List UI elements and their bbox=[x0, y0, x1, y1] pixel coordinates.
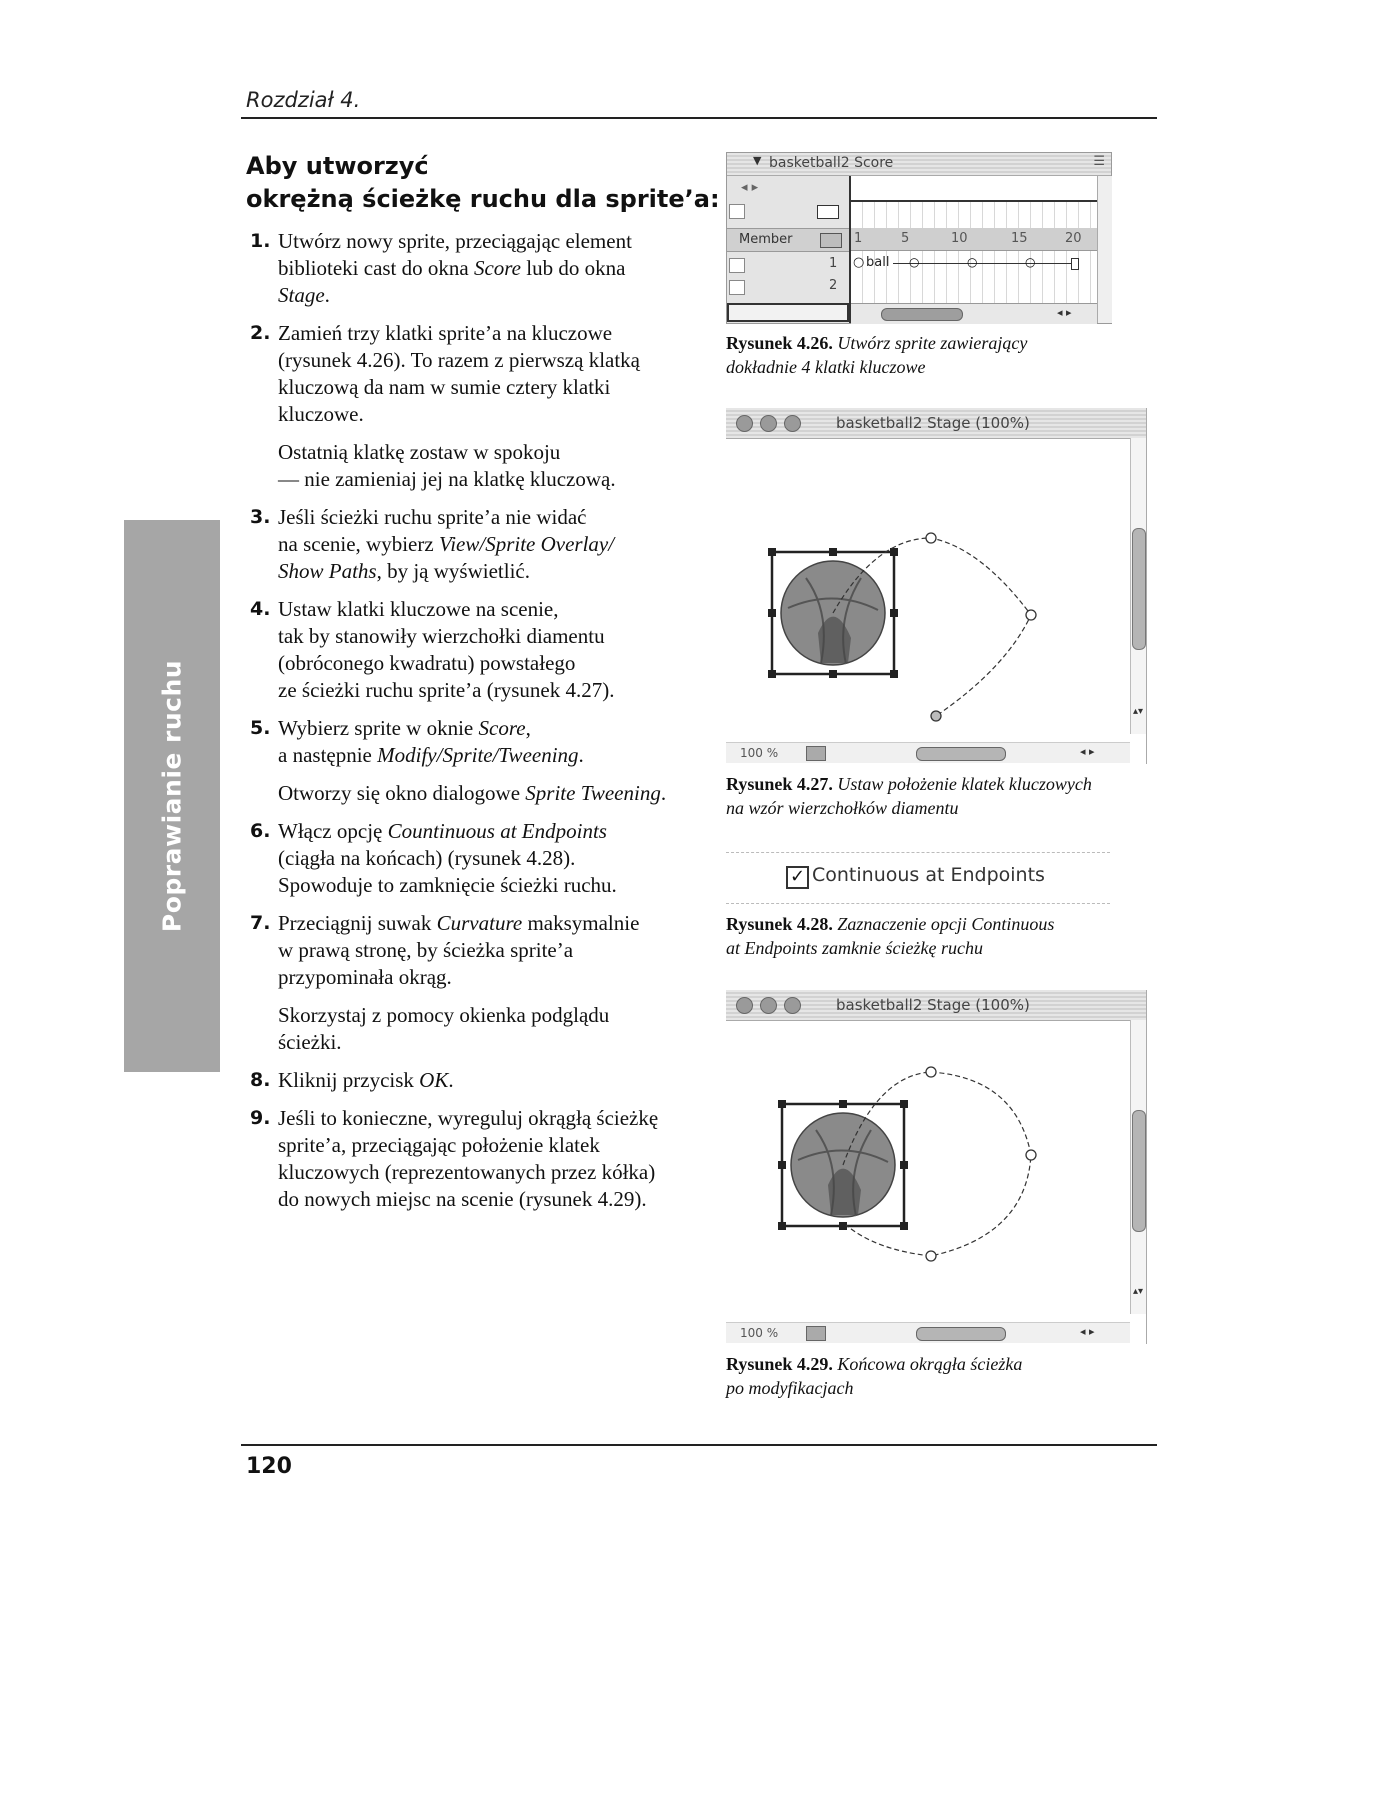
channel-toggle[interactable] bbox=[729, 258, 745, 273]
minimize-icon[interactable] bbox=[760, 415, 777, 432]
section-side-tab bbox=[124, 520, 220, 1072]
frame-tick: 15 bbox=[1011, 231, 1028, 246]
member-select-icon[interactable] bbox=[820, 233, 842, 248]
collapse-triangle-icon[interactable]: ▼ bbox=[753, 154, 762, 167]
stage-window-circle bbox=[726, 990, 1147, 1344]
minimize-icon[interactable] bbox=[760, 997, 777, 1014]
keyframe-point[interactable] bbox=[926, 1067, 936, 1077]
step-item: 3. Jeśli ścieżki ruchu sprite’a nie widać na scenie, wybierz View/Sprite Overlay/ Show Paths, by ją wyświetlić. bbox=[250, 505, 615, 583]
frame-tick: 20 bbox=[1065, 231, 1082, 246]
continuous-option-panel bbox=[726, 852, 1110, 904]
figure-caption-4-26: Rysunek 4.26. Utwórz sprite zawierający dokładnie 4 klatki kluczowe bbox=[726, 333, 1028, 377]
stage-vscroll[interactable] bbox=[1130, 1020, 1146, 1314]
close-icon[interactable] bbox=[736, 997, 753, 1014]
zoom-level: 100 % bbox=[740, 746, 779, 760]
step-number: 9. bbox=[250, 1107, 271, 1129]
sprite-span-ball[interactable]: ○ ball ○ ○ ○ bbox=[853, 255, 1097, 273]
running-head: Rozdział 4. bbox=[246, 88, 361, 112]
scroll-arrows-icon[interactable]: ◂ ▸ bbox=[1080, 745, 1095, 758]
step-item: 7. Przeciągnij suwak Curvature maksymalnie w prawą stronę, by ścieżka sprite’a przypominała okrąg. bbox=[250, 911, 640, 989]
score-window-title: basketball2 Score bbox=[769, 155, 894, 171]
member-row bbox=[727, 228, 849, 252]
step-number: 1. bbox=[250, 230, 271, 252]
header-rule bbox=[241, 117, 1157, 119]
score-vscroll[interactable] bbox=[1097, 176, 1112, 323]
step-number: 8. bbox=[250, 1069, 271, 1091]
channel-toggle[interactable] bbox=[729, 204, 745, 219]
stage-window-title: basketball2 Stage (100%) bbox=[836, 414, 1030, 432]
scroll-arrows-icon[interactable]: ▴▾ bbox=[1133, 706, 1144, 717]
figure-caption-4-27: Rysunek 4.27. Ustaw położenie klatek kluczowych na wzór wierzchołków diamentu bbox=[726, 774, 1092, 818]
keyframe-marker[interactable]: ○ bbox=[1025, 255, 1036, 269]
stage-vscroll[interactable] bbox=[1130, 438, 1146, 734]
continuous-checkbox[interactable]: ✓ bbox=[786, 866, 809, 889]
frame-ruler bbox=[851, 228, 1097, 251]
scroll-thumb[interactable] bbox=[1132, 1110, 1146, 1232]
heading-line-2: okrężną ścieżkę ruchu dla sprite’a: bbox=[246, 185, 720, 213]
step-item: 6. Włącz opcję Countinuous at Endpoints (ciągła na końcach) (rysunek 4.28). Spowoduje to zamknięcie ścieżki ruchu. bbox=[250, 819, 617, 897]
heading-line-1: Aby utworzyć bbox=[246, 152, 429, 180]
score-menu-icon[interactable] bbox=[817, 205, 839, 219]
keyframe-point[interactable] bbox=[1026, 610, 1036, 620]
keyframe-point[interactable] bbox=[926, 533, 936, 543]
channel-number: 2 bbox=[829, 278, 838, 293]
channel-toggle[interactable] bbox=[729, 280, 745, 295]
sprite-label: ball bbox=[866, 255, 890, 270]
step-item: 8. Kliknij przycisk OK. bbox=[250, 1068, 454, 1092]
stage-canvas bbox=[726, 1020, 1130, 1314]
member-label: Member bbox=[739, 232, 793, 247]
end-frame-marker[interactable] bbox=[1071, 258, 1079, 270]
score-titlebar bbox=[727, 153, 1111, 176]
stage-window-diamond bbox=[726, 408, 1147, 764]
score-hscroll[interactable] bbox=[851, 303, 1097, 324]
stage-canvas bbox=[726, 438, 1130, 734]
hscroll-thumb[interactable] bbox=[916, 1327, 1006, 1341]
options-menu-icon[interactable]: ☰ bbox=[1093, 154, 1105, 169]
step-number: 2. bbox=[250, 322, 271, 344]
step-item: 1. Utwórz nowy sprite, przeciągając element biblioteki cast do okna Score lub do okna Stage. bbox=[250, 229, 632, 307]
hscroll-thumb[interactable] bbox=[916, 747, 1006, 761]
stage-titlebar bbox=[726, 408, 1146, 439]
close-icon[interactable] bbox=[736, 415, 753, 432]
zoom-select-icon[interactable] bbox=[806, 1326, 826, 1341]
zoom-icon[interactable] bbox=[784, 415, 801, 432]
frame-tick: 10 bbox=[951, 231, 968, 246]
zoom-icon[interactable] bbox=[784, 997, 801, 1014]
step-number: 7. bbox=[250, 912, 271, 934]
scroll-arrows-icon[interactable]: ◂ ▸ bbox=[1080, 1325, 1095, 1338]
figure-caption-4-28: Rysunek 4.28. Zaznaczenie opcji Continuous at Endpoints zamknie ścieżkę ruchu bbox=[726, 914, 1055, 958]
step-item: 4. Ustaw klatki kluczowe na scenie, tak by stanowiły wierzchołki diamentu (obróconego kwadratu) powstałego ze ścieżki ruchu sprite’a (rysunek 4.27). bbox=[250, 597, 615, 702]
scroll-thumb[interactable] bbox=[881, 308, 963, 321]
channel-scroll-row[interactable] bbox=[727, 303, 849, 322]
footer-rule bbox=[241, 1444, 1157, 1446]
score-channel-panel bbox=[727, 176, 851, 323]
continuous-checkbox-label: Continuous at Endpoints bbox=[812, 864, 1045, 886]
stage-statusbar bbox=[726, 742, 1130, 763]
scroll-arrows-icon[interactable]: ◂ ▸ bbox=[1057, 306, 1072, 319]
scroll-arrows-icon[interactable]: ▴▾ bbox=[1133, 1286, 1144, 1297]
side-tab-label: Poprawianie ruchu bbox=[157, 659, 187, 933]
zoom-level: 100 % bbox=[740, 1326, 779, 1340]
scroll-thumb[interactable] bbox=[1132, 528, 1146, 650]
frame-tick: 1 bbox=[854, 231, 863, 246]
score-grid bbox=[851, 176, 1097, 323]
step-number: 5. bbox=[250, 717, 271, 739]
score-window bbox=[726, 152, 1112, 324]
stage-statusbar bbox=[726, 1322, 1130, 1343]
step-item: 2. Zamień trzy klatki sprite’a na kluczowe (rysunek 4.26). To razem z pierwszą klatką kluczową da nam w sumie cztery klatki kluczowe. bbox=[250, 321, 641, 426]
frame-tick: 5 bbox=[901, 231, 910, 246]
step-number: 4. bbox=[250, 598, 271, 620]
section-heading bbox=[246, 150, 720, 216]
keyframe-marker[interactable]: ○ bbox=[909, 255, 920, 269]
step-note: Otworzy się okno dialogowe Sprite Tweening. bbox=[278, 781, 667, 805]
zoom-select-icon[interactable] bbox=[806, 746, 826, 761]
instruction-list bbox=[250, 228, 698, 1224]
script-channel bbox=[851, 176, 1097, 202]
channel-number: 1 bbox=[829, 256, 838, 271]
step-number: 6. bbox=[250, 820, 271, 842]
stage-window-title: basketball2 Stage (100%) bbox=[836, 996, 1030, 1014]
keyframe-marker[interactable]: ○ bbox=[967, 255, 978, 269]
step-number: 3. bbox=[250, 506, 271, 528]
step-note: Skorzystaj z pomocy okienka podglądu ścieżki. bbox=[278, 1003, 610, 1054]
step-item: 5. Wybierz sprite w oknie Score, a następnie Modify/Sprite/Tweening. bbox=[250, 716, 584, 767]
step-note: Ostatnią klatkę zostaw w spokoju — nie zamieniaj jej na klatkę kluczową. bbox=[278, 440, 616, 491]
keyframe-point[interactable] bbox=[926, 1251, 936, 1261]
keyframe-point[interactable] bbox=[1026, 1150, 1036, 1160]
keyframe-point[interactable] bbox=[931, 711, 941, 721]
step-item: 9. Jeśli to konieczne, wyreguluj okrągłą ścieżkę sprite’a, przeciągając położenie klatek kluczowych (reprezentowanych przez kółka) do nowych miejsc na scenie (rysunek 4.29). bbox=[250, 1106, 659, 1211]
figure-caption-4-29: Rysunek 4.29. Końcowa okrągła ścieżka po modyfikacjach bbox=[726, 1354, 1023, 1398]
page-number: 120 bbox=[246, 1454, 292, 1479]
playback-arrows-icon[interactable]: ◂ ▸ bbox=[741, 180, 759, 195]
stage-titlebar bbox=[726, 990, 1146, 1021]
